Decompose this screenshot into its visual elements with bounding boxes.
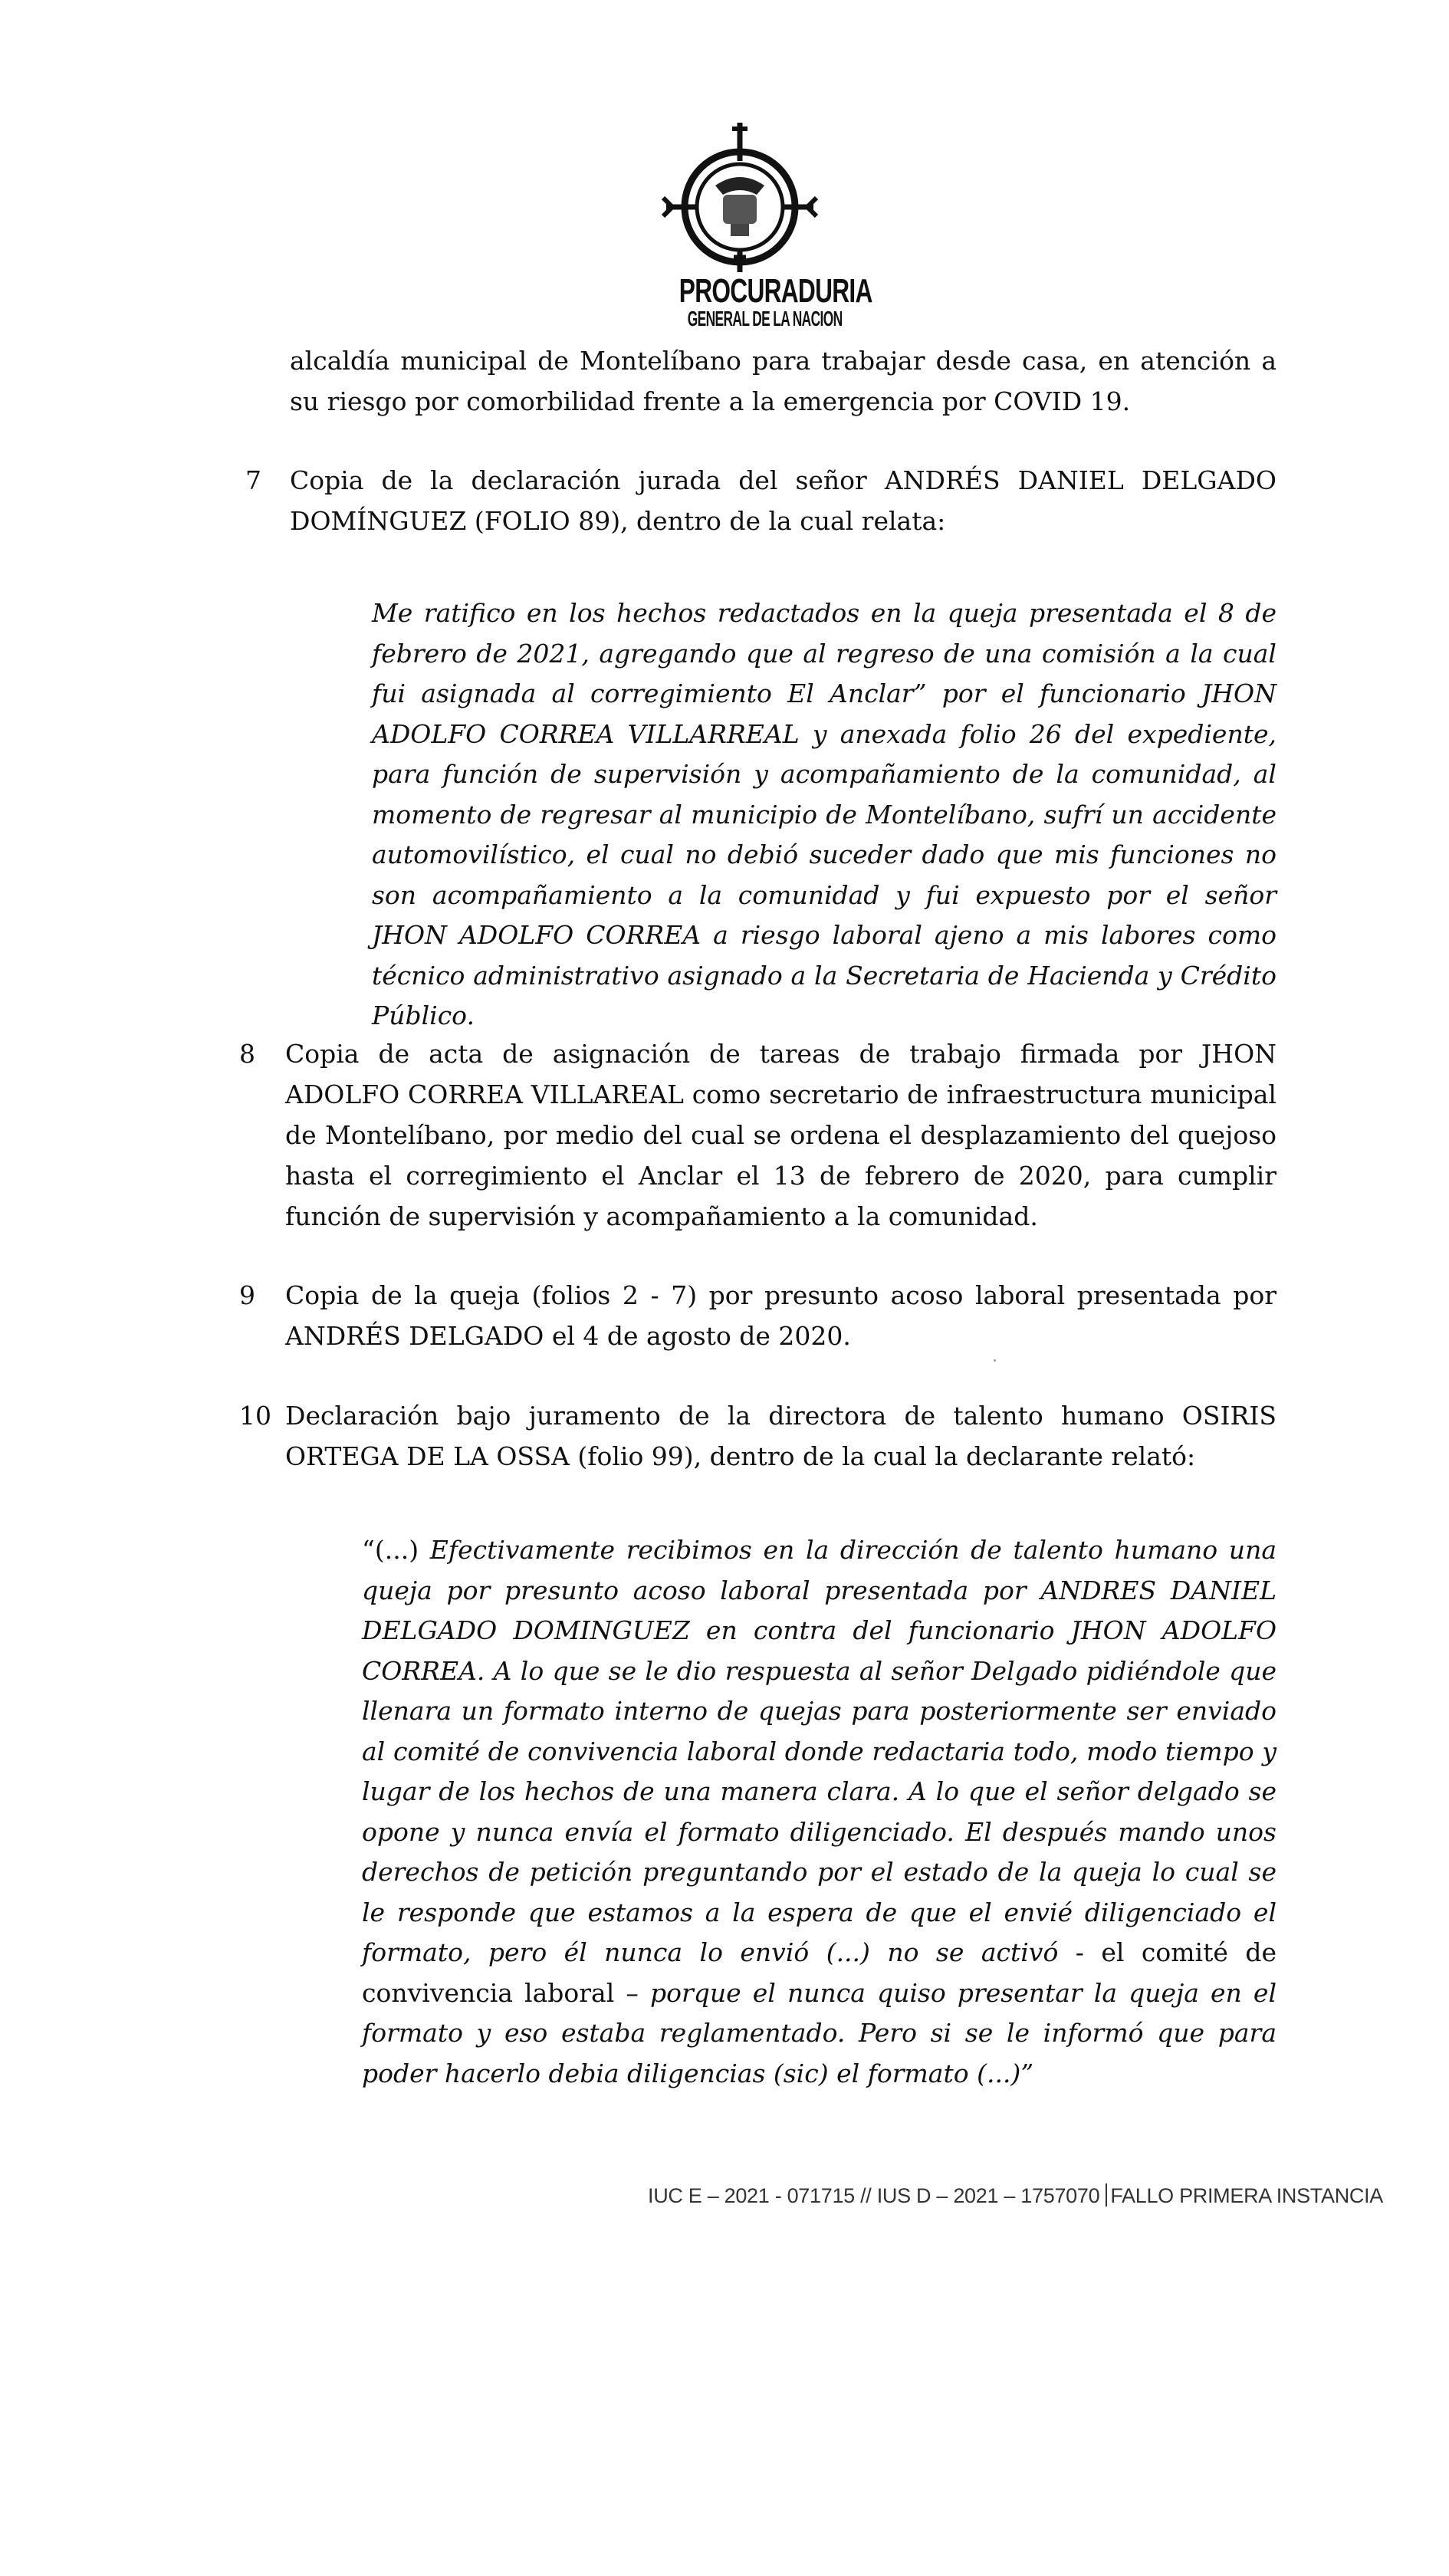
item-quote bbox=[362, 1530, 1276, 2094]
item-number: 7 bbox=[245, 465, 261, 495]
item-text: Declaración bajo juramento de la directora de talento humano OSIRIS ORTEGA DE LA OSSA (folio 99), dentro de la cual la declarante relató: bbox=[285, 1401, 1276, 1471]
logo-title: PROCURADURIA bbox=[678, 272, 872, 310]
document-section: FALLO PRIMERA INSTANCIA bbox=[1110, 2184, 1384, 2207]
item-quote: Me ratifico en los hechos redactados en la queja presentada el 8 de febrero de 2021, agregando que al regreso de una comisión a la cual fui asignada al corregimiento El Anclar” por el funcionario JHON ADOLFO CORREA VILLARREAL y anexada folio 26 del expediente, para función de supervisión y acompañamiento de la comunidad, al momento de regresar al municipio de Montelíbano, sufrí un accidente automovilístico, el cual no debió suceder dado que mis funciones no son acompañamiento a la comunidad y fui expuesto por el señor JHON ADOLFO CORREA a riesgo laboral ajeno a mis labores como técnico administrativo asignado a la Secretaria de Hacienda y Crédito Público. bbox=[372, 598, 1276, 1030]
item-number: 8 bbox=[239, 1039, 255, 1069]
page-footer bbox=[648, 2183, 1383, 2208]
item-text: Copia de acta de asignación de tareas de trabajo firmada por JHON ADOLFO CORREA VILLAREAL como secretario de infraestructura municipal de Montelíbano, por medio del cual se ordena el desplazamiento del quejoso hasta el corregimiento el Anclar el 13 de febrero de 2020, para cumplir función de supervisión y acompañamiento a la comunidad. bbox=[285, 1039, 1276, 1231]
case-identifiers: IUC E – 2021 - 071715 // IUS D – 2021 – 1757070 bbox=[648, 2184, 1100, 2207]
continuation-paragraph: alcaldía municipal de Montelíbano para trabajar desde casa, en atención a su riesgo por comorbilidad frente a la emergencia por COVID 19. bbox=[290, 346, 1276, 416]
item-number: 9 bbox=[239, 1280, 255, 1310]
item-text: Copia de la declaración jurada del señor ANDRÉS DANIEL DELGADO DOMÍNGUEZ (FOLIO 89), dentro de la cual relata: bbox=[290, 465, 1276, 536]
quote-part: – porque el nunca quiso presentar la queja en el formato y eso estaba reglamentado. Pero si se le informó que para poder hacerlo debia diligencias (sic) el formato (...)” bbox=[362, 1977, 1276, 2088]
footer-divider bbox=[1106, 2183, 1107, 2206]
quote-insert: - el comité de convivencia laboral bbox=[362, 1937, 1276, 2008]
item-text: Copia de la queja (folios 2 - 7) por presunto acoso laboral presentada por ANDRÉS DELGADO el 4 de agosto de 2020. bbox=[285, 1280, 1276, 1351]
scan-speck bbox=[994, 1359, 996, 1362]
logo bbox=[656, 115, 872, 345]
item-number: 10 bbox=[239, 1401, 271, 1431]
procuraduria-seal-icon bbox=[656, 115, 824, 272]
logo-subtitle: GENERAL DE LA NACION bbox=[687, 307, 843, 330]
quote-part: Efectivamente recibimos en la dirección de talento humano una queja por presunto acoso laboral presentada por ANDRES DANIEL DELGADO DOMINGUEZ en contra del funcionario JHON ADOLFO CORREA. A lo que se le dio respuesta al señor Delgado pidiéndole que llenara un formato interno de quejas para posteriormente ser enviado al comité de convivencia laboral donde redactaria todo, modo tiempo y lugar de los hechos de una manera clara. A lo que el señor delgado se opone y nunca envía el formato diligenciado. El después mando unos derechos de petición preguntando por el estado de la queja lo cual se le responde que estamos a la espera de que el envié diligenciado el formato, pero él nunca lo envió (...) no se activó bbox=[362, 1535, 1276, 1967]
quote-open: “(...) bbox=[362, 1535, 430, 1565]
